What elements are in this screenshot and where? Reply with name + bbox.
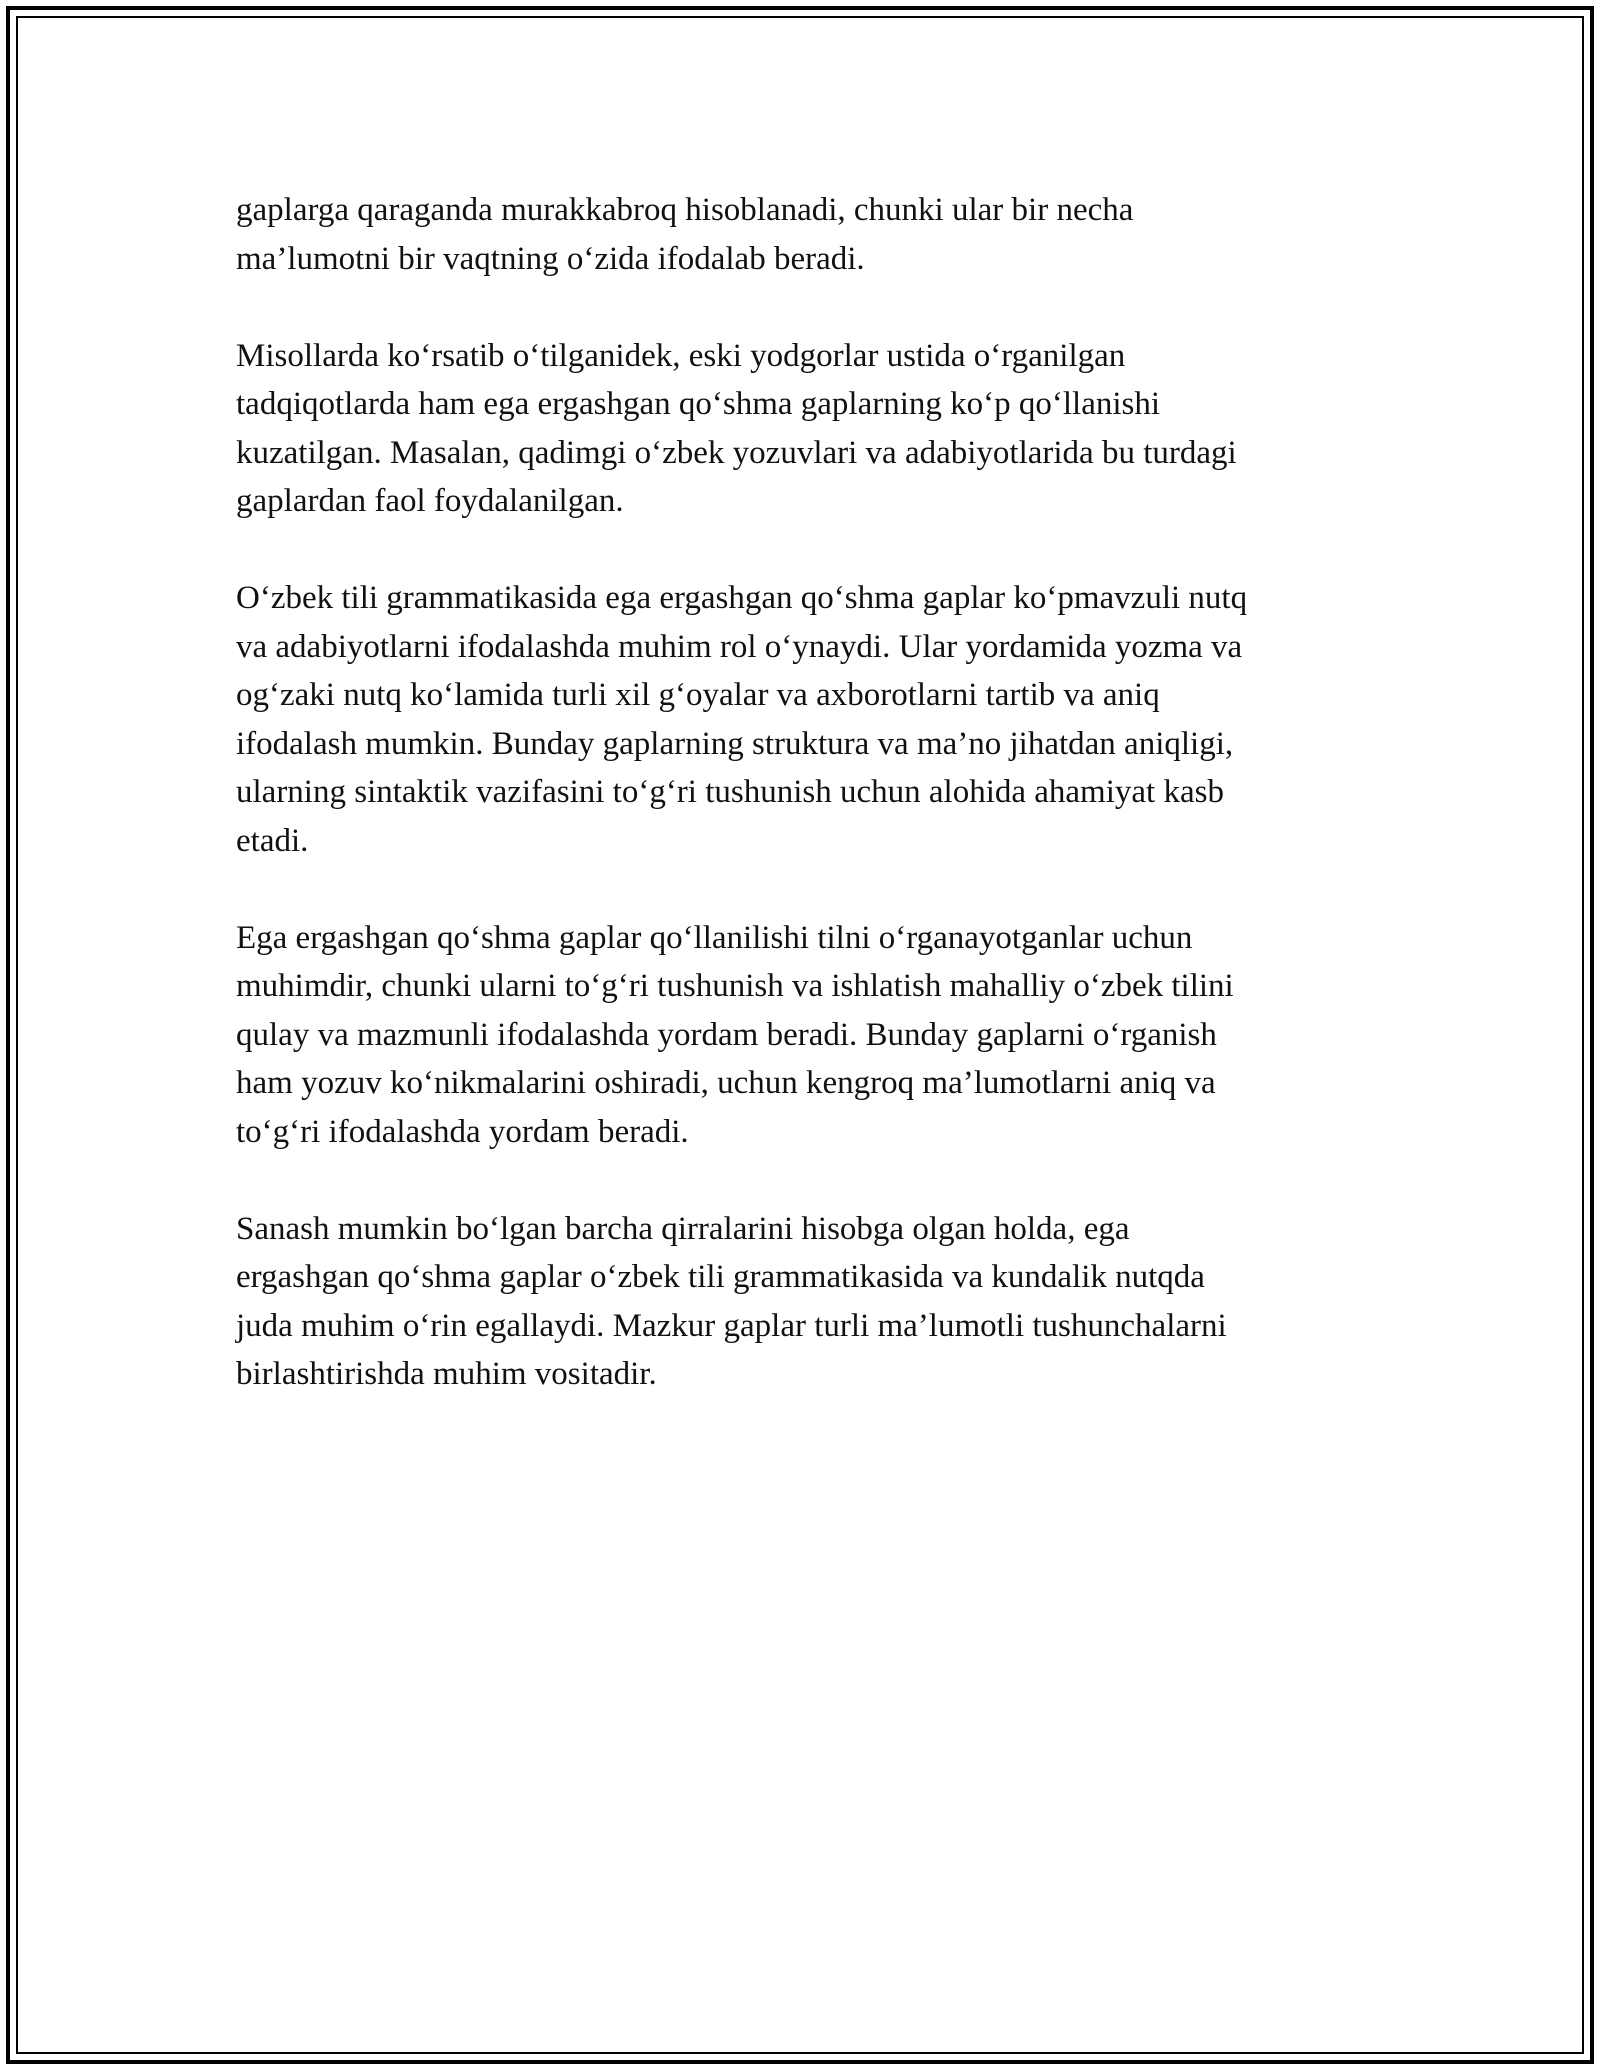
text-line: ham yozuv ko‘nikmalarini oshiradi, uchun kengroq ma’lumotlarni aniq va	[236, 1065, 1216, 1101]
text-line: muhimdir, chunki ularni to‘g‘ri tushunish va ishlatish mahalliy o‘zbek tilini	[236, 968, 1234, 1004]
text-line: gaplardan faol foydalanilgan.	[236, 483, 624, 519]
text-line: ergashgan qo‘shma gaplar o‘zbek tili grammatikasida va kundalik nutqda	[236, 1259, 1205, 1295]
text-line: O‘zbek tili grammatikasida ega ergashgan qo‘shma gaplar ko‘pmavzuli nutq	[236, 580, 1248, 616]
text-line: Misollarda ko‘rsatib o‘tilganidek, eski yodgorlar ustida o‘rganilgan	[236, 337, 1126, 374]
text-line: etadi.	[236, 822, 309, 859]
text-line: juda muhim o‘rin egallaydi. Mazkur gaplar turli ma’lumotli tushunchalarni	[236, 1307, 1227, 1344]
paragraph-5	[236, 1205, 1386, 1399]
text-line: ma’lumotni bir vaqtning o‘zida ifodalab beradi.	[236, 240, 865, 277]
text-line: og‘zaki nutq ko‘lamida turli xil g‘oyalar va axborotlarni tartib va aniq	[236, 677, 1160, 713]
paragraph-1	[236, 186, 1386, 283]
text-line: Ega ergashgan qo‘shma gaplar qo‘llanilishi tilni o‘rganayotganlar uchun	[236, 919, 1193, 956]
document-body	[236, 186, 1386, 1447]
text-line: qulay va mazmunli ifodalashda yordam beradi. Bunday gaplarni o‘rganish	[236, 1016, 1217, 1053]
text-line: Sanash mumkin bo‘lgan barcha qirralarini hisobga olgan holda, ega	[236, 1210, 1130, 1247]
text-line: gaplarga qaraganda murakkabroq hisoblanadi, chunki ular bir necha	[236, 192, 1134, 228]
text-line: birlashtirishda muhim vositadir.	[236, 1356, 657, 1392]
text-line: to‘g‘ri ifodalashda yordam beradi.	[236, 1113, 689, 1150]
paragraph-2	[236, 332, 1386, 526]
text-line: ularning sintaktik vazifasini to‘g‘ri tushunish uchun alohida ahamiyat kasb	[236, 774, 1224, 810]
text-line: kuzatilgan. Masalan, qadimgi o‘zbek yozuvlari va adabiyotlarida bu turdagi	[236, 434, 1237, 471]
text-line: ifodalash mumkin. Bunday gaplarning struktura va ma’no jihatdan aniqligi,	[236, 725, 1234, 762]
paragraph-3	[236, 574, 1386, 865]
text-line: va adabiyotlarni ifodalashda muhim rol o‘ynaydi. Ular yordamida yozma va	[236, 628, 1243, 665]
paragraph-4	[236, 914, 1386, 1157]
text-line: tadqiqotlarda ham ega ergashgan qo‘shma gaplarning ko‘p qo‘llanishi	[236, 386, 1161, 422]
